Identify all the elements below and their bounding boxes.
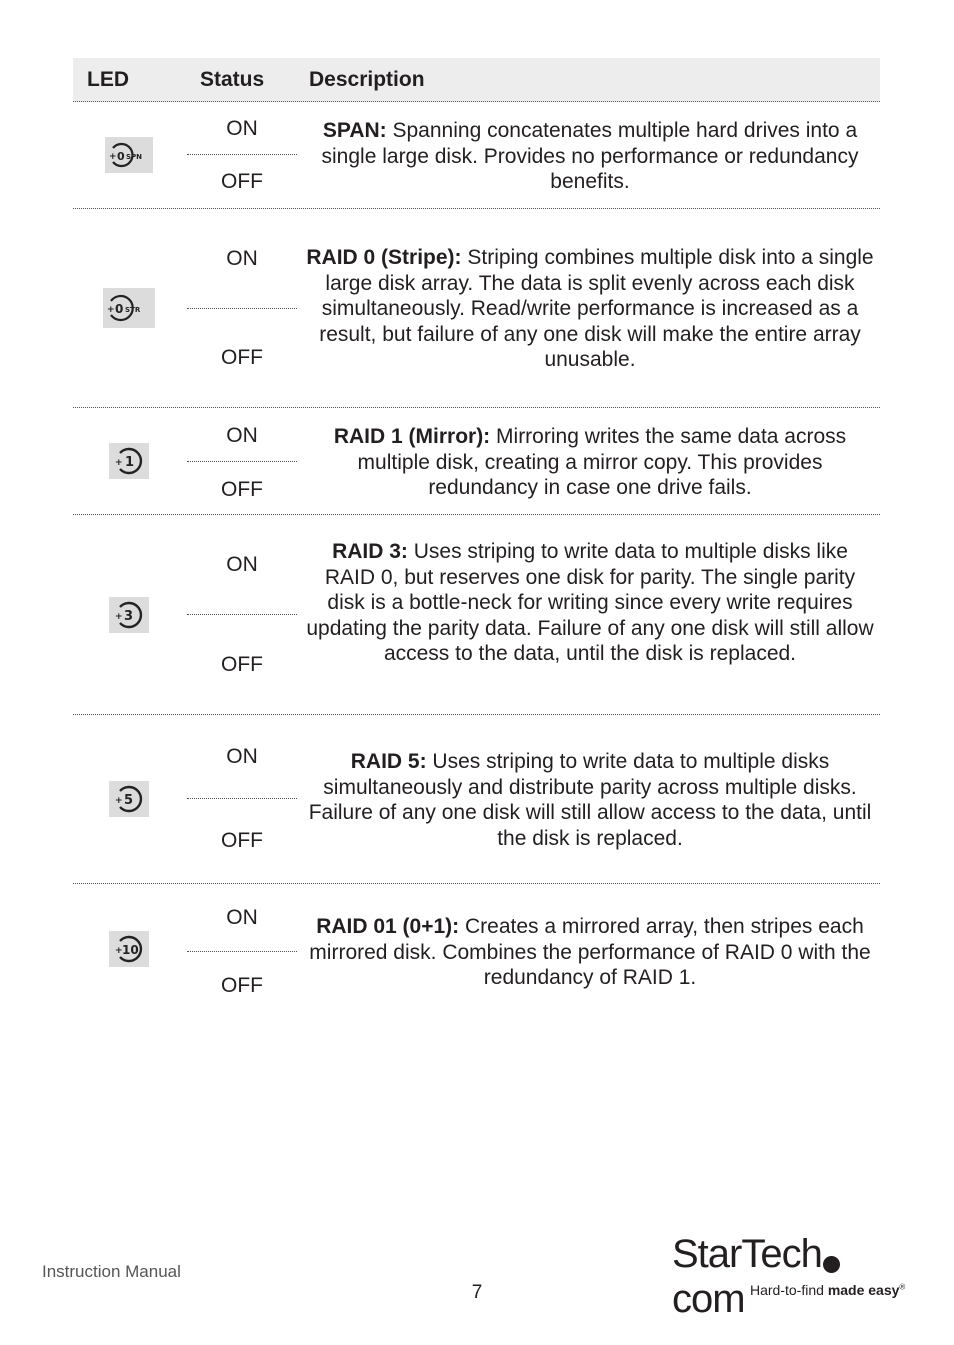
table-row	[73, 408, 880, 515]
tagline-mark: ®	[899, 1282, 906, 1292]
tagline-plain: Hard-to-find	[750, 1282, 828, 1298]
raid-span-icon	[105, 137, 153, 173]
svg-text:STR: STR	[125, 306, 141, 314]
table-row	[73, 884, 880, 1014]
led-cell	[73, 209, 185, 407]
led-cell	[73, 715, 185, 883]
logo-right-text: com	[672, 1277, 745, 1321]
svg-text:5: 5	[124, 793, 134, 808]
svg-text:0: 0	[115, 302, 124, 316]
logo-left-text: StarTech	[672, 1232, 822, 1276]
status-off: OFF	[221, 829, 263, 852]
page-number: 7	[471, 1282, 483, 1303]
svg-text:+: +	[115, 946, 123, 956]
svg-text:10: 10	[122, 943, 139, 957]
status-divider	[187, 798, 297, 799]
raid-title: RAID 1 (Mirror):	[333, 425, 491, 448]
raid-stripe-icon	[103, 288, 155, 328]
status-on: ON	[226, 906, 258, 929]
svg-text:3: 3	[124, 608, 134, 624]
raid-1-icon	[109, 443, 149, 479]
tagline-bold: made easy	[827, 1282, 900, 1298]
raid-text: Spanning concatenates multiple hard drives into a single large disk. Provides no performance or redundancy benefits.	[321, 119, 859, 193]
footer-manual-label: Instruction Manual	[42, 1262, 181, 1281]
table-row	[73, 101, 880, 209]
logo-wordmark	[672, 1232, 912, 1322]
status-on: ON	[226, 745, 258, 768]
svg-text:+: +	[115, 796, 123, 806]
svg-text:+: +	[115, 611, 123, 622]
svg-text:+: +	[107, 305, 115, 315]
status-on: ON	[226, 117, 258, 140]
row-description	[305, 749, 875, 851]
status-divider	[187, 154, 297, 155]
status-off: OFF	[221, 346, 263, 369]
raid-title: RAID 01 (0+1):	[316, 915, 460, 938]
status-off: OFF	[221, 974, 263, 997]
row-description	[305, 118, 875, 195]
status-divider	[187, 461, 297, 462]
status-on: ON	[226, 424, 258, 447]
status-off: OFF	[221, 170, 263, 193]
raid-text: Mirroring writes the same data across multiple disk, creating a mirror copy. This provides redundancy in case one drive fails.	[357, 425, 847, 499]
row-description	[305, 424, 875, 501]
status-column-header: Status	[200, 68, 265, 91]
status-divider	[187, 614, 297, 615]
svg-text:+: +	[115, 458, 123, 468]
raid-10-icon	[109, 931, 149, 967]
status-divider	[187, 308, 297, 309]
status-on: ON	[226, 553, 258, 576]
led-cell	[73, 515, 185, 714]
raid-title: RAID 3:	[332, 540, 408, 563]
raid-text: Uses striping to write data to multiple disks simultaneously and distribute parity across multiple disks. Failure of any one disk will still allow access to the data, until the disk is replaced.	[308, 750, 872, 850]
led-column-header: LED	[87, 68, 129, 91]
raid-3-icon	[109, 597, 149, 633]
led-cell	[73, 101, 185, 208]
logo-tagline	[750, 1282, 905, 1298]
raid-title: RAID 0 (Stripe):	[306, 246, 462, 269]
raid-text: Uses striping to write data to multiple disks like RAID 0, but reserves one disk for parity. The single parity disk is a bottle-neck for writing since every write requires updating the parity data. Failure of any one disk will still allow access to the data, until the disk is replaced.	[306, 540, 874, 665]
svg-text:1: 1	[125, 455, 135, 470]
row-description	[305, 245, 875, 373]
led-cell	[73, 884, 185, 1014]
row-description	[305, 914, 875, 991]
row-description	[305, 539, 875, 667]
led-cell	[73, 408, 185, 514]
status-divider	[187, 951, 297, 952]
status-off: OFF	[221, 653, 263, 676]
raid-text: Striping combines multiple disk into a single large disk array. The data is split evenly across each disk simultaneously. Read/write performance is increased as a result, but failure of any one disk will make the entire array unusable.	[319, 246, 874, 371]
svg-text:+: +	[109, 151, 117, 162]
raid-5-icon	[109, 781, 149, 817]
svg-text:0: 0	[117, 149, 125, 163]
status-on: ON	[226, 247, 258, 270]
table-header	[73, 58, 880, 102]
table-row	[73, 209, 880, 408]
logo-dot-icon	[823, 1256, 840, 1273]
table-row	[73, 515, 880, 715]
status-off: OFF	[221, 478, 263, 501]
svg-text:SPN: SPN	[126, 152, 143, 161]
table-row	[73, 715, 880, 884]
raid-title: RAID 5:	[350, 750, 427, 773]
raid-text: Creates a mirrored array, then stripes each mirrored disk. Combines the performance of RAID 0 with the redundancy of RAID 1.	[309, 915, 871, 989]
description-column-header: Description	[309, 68, 425, 91]
raid-title: SPAN:	[322, 119, 387, 142]
startech-logo	[672, 1232, 912, 1321]
